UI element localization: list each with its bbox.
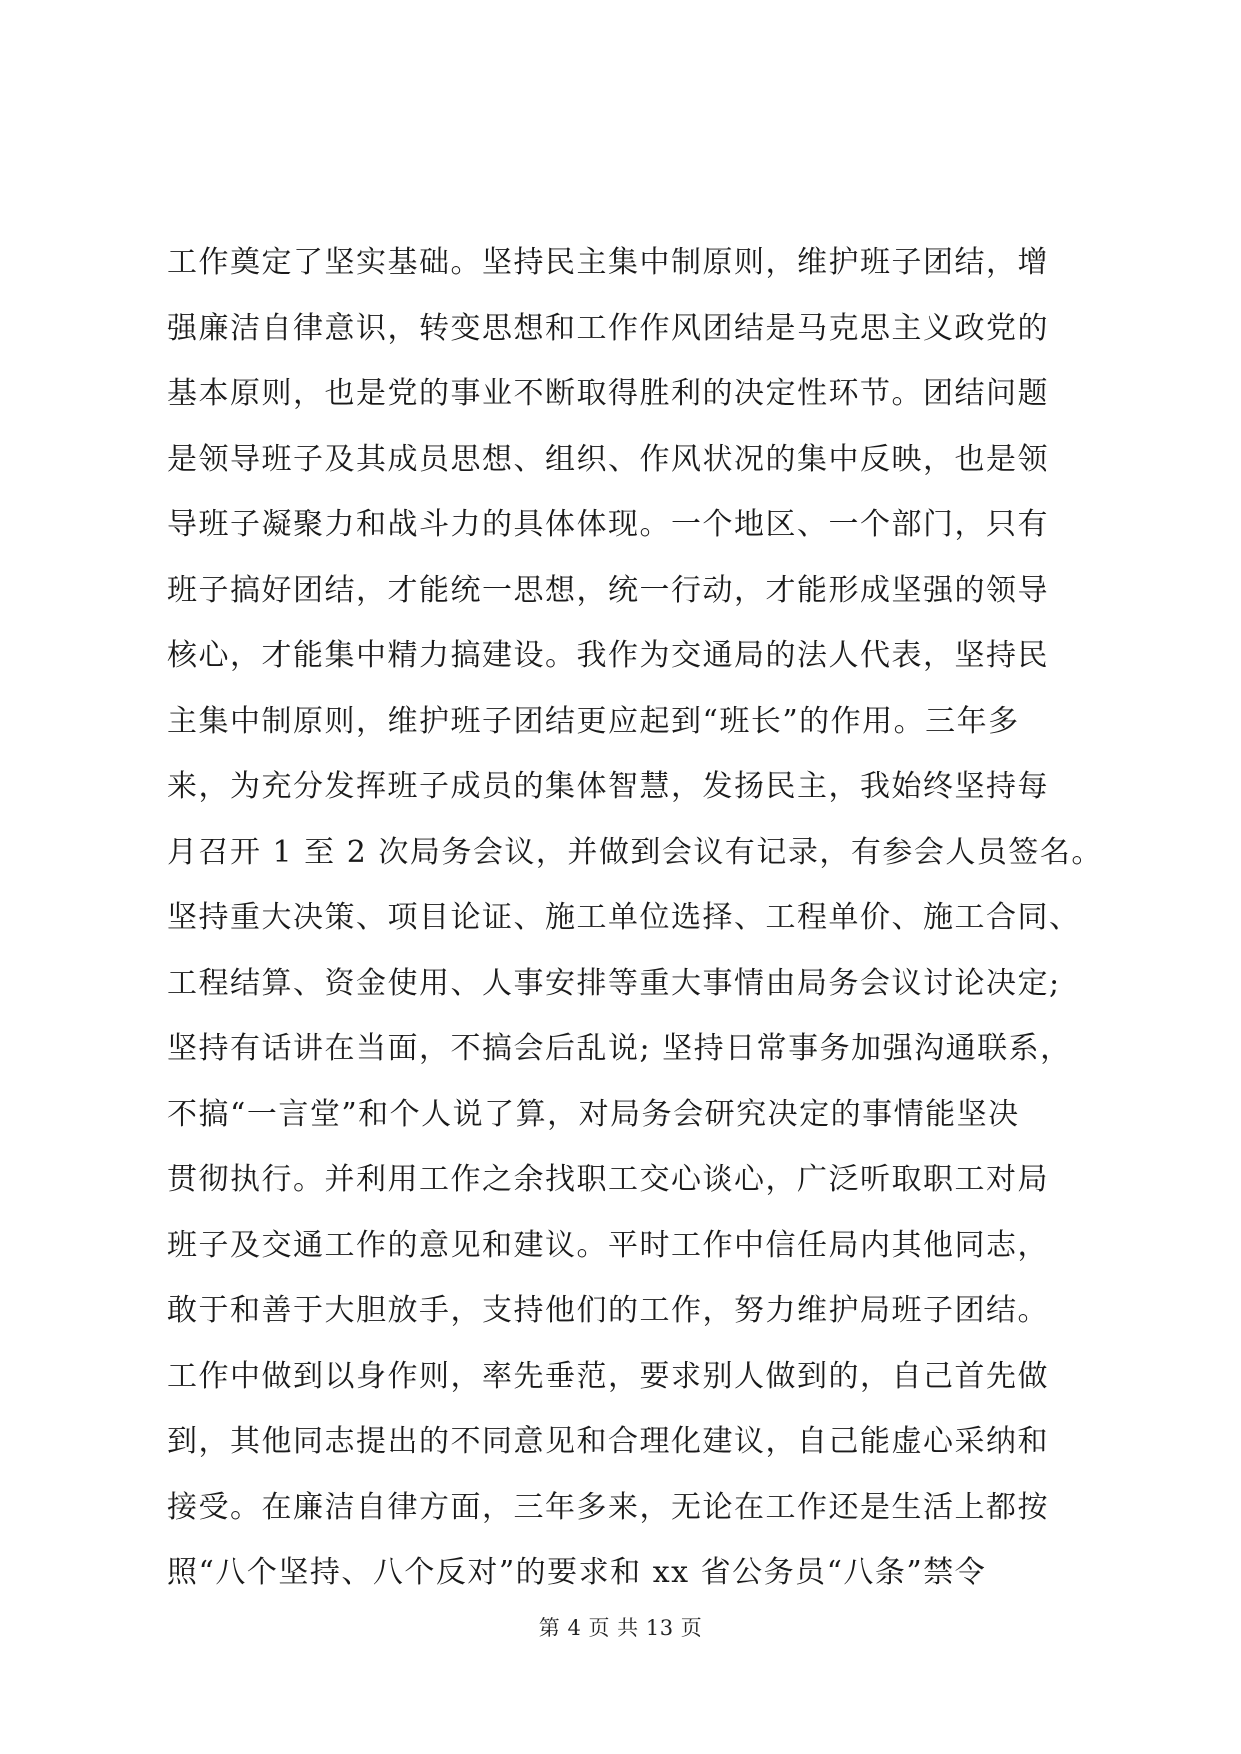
text-line: 工作奠定了坚实基础。坚持民主集中制原则，维护班子团结，增 [167, 245, 1049, 280]
text-line: 核心，才能集中精力搞建设。我作为交通局的法人代表，坚持民 [167, 638, 1049, 673]
text-line: 月召开 1 至 2 次局务会议，并做到会议有记录，有参会人员签名。 [167, 834, 1103, 870]
text-line: 班子及交通工作的意见和建议。平时工作中信任局内其他同志， [167, 1227, 1049, 1263]
text-line: 主集中制原则，维护班子团结更应起到“班长”的作用。三年多 [167, 703, 1020, 739]
text-line: 来，为充分发挥班子成员的集体智慧，发扬民主，我始终坚持每 [167, 769, 1049, 804]
text-line: 工程结算、资金使用、人事安排等重大事情由局务会议讨论决定; [167, 965, 1061, 1001]
text-line: 不搞“一言堂”和个人说了算，对局务会研究决定的事情能坚决 [167, 1096, 1020, 1132]
text-line: 坚持有话讲在当面，不搞会后乱说; 坚持日常事务加强沟通联系， [167, 1031, 1072, 1066]
text-line: 是领导班子及其成员思想、组织、作风状况的集中反映，也是领 [167, 441, 1049, 477]
text-line: 坚持重大决策、项目论证、施工单位选择、工程单价、施工合同、 [167, 900, 1081, 935]
page-number-footer: 第 4 页 共 13 页 [538, 1616, 703, 1640]
text-line: 贯彻执行。并利用工作之余找职工交心谈心，广泛听取职工对局 [167, 1162, 1049, 1197]
text-line: 基本原则，也是党的事业不断取得胜利的决定性环节。团结问题 [167, 376, 1049, 411]
text-line: 强廉洁自律意识，转变思想和工作作风团结是马克思主义政党的 [167, 310, 1049, 346]
text-line: 接受。在廉洁自律方面，三年多来，无论在工作还是生活上都按 [167, 1489, 1049, 1525]
text-line: 工作中做到以身作则，率先垂范，要求别人做到的，自己首先做 [167, 1358, 1049, 1394]
text-line: 导班子凝聚力和战斗力的具体体现。一个地区、一个部门，只有 [167, 507, 1049, 542]
text-line: 照“八个坚持、八个反对”的要求和 xx 省公务员“八条”禁令 [167, 1555, 987, 1590]
text-line: 敢于和善于大胆放手，支持他们的工作，努力维护局班子团结。 [167, 1293, 1049, 1328]
text-line: 班子搞好团结，才能统一思想，统一行动，才能形成坚强的领导 [167, 572, 1049, 608]
text-line: 到，其他同志提出的不同意见和合理化建议，自己能虚心采纳和 [167, 1424, 1049, 1459]
body-paragraph [167, 230, 1103, 1606]
